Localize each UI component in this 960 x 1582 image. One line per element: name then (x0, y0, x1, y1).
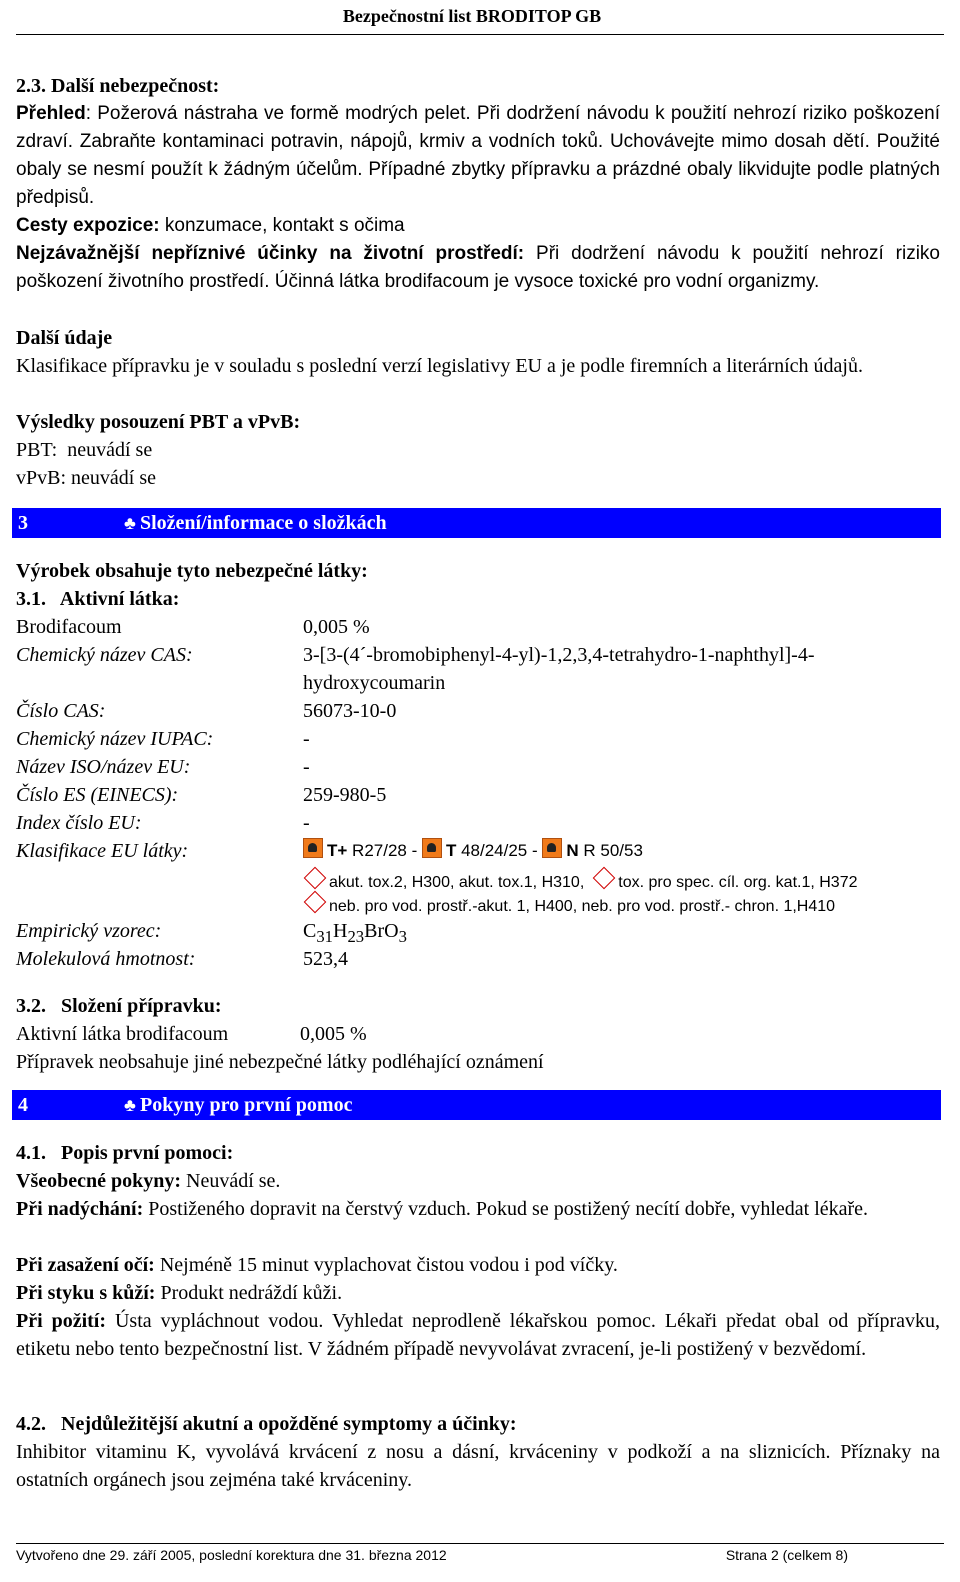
einecs-label: Číslo ES (EINECS): (16, 784, 179, 806)
classification-row (16, 837, 944, 865)
classification-value (303, 837, 943, 865)
formula-o-sub: 3 (398, 927, 407, 946)
formula-row (16, 917, 944, 945)
classification-label: Klasifikace EU látky: (16, 840, 189, 862)
header-rule (16, 34, 944, 35)
ghs-line-2-text: neb. pro vod. prostř.-akut. 1, H400, neb. pro vod. prostř.- chron. 1,H410 (329, 898, 836, 915)
index-value: - (303, 812, 310, 834)
formula-h-sub: 23 (347, 927, 365, 946)
class-r3: R 50/53 (578, 841, 643, 860)
section-4-1-heading: 4.1. Popis první pomoci: (16, 1142, 234, 1164)
health-hazard-ghs-icon (593, 867, 616, 890)
ghs-line-2-content (303, 894, 943, 919)
section-4-bar (12, 1090, 941, 1120)
class-n: N (566, 841, 579, 860)
section-2-3-heading: 2.3. Další nebezpečnost: (16, 75, 220, 97)
s32-row (16, 1020, 944, 1048)
document-footer (16, 1547, 944, 1563)
overview-text: : Požerová nástraha ve formě modrých pelet. Při dodržení návodu k použití nehrozí riziko poškození zdraví. Zabraňte kontaminaci potravin, nápojů, krmiv a vodních toků. Uchovávejte mimo dosah dětí. Použité obaly se nesmí použít k žádným účelům. Případné zbytky přípravku a prázdné obaly likvidujte podle platných předpisů. (16, 103, 940, 208)
mass-value: 523,4 (303, 948, 348, 970)
substance-name: Brodifacoum (16, 616, 122, 638)
substance-row (16, 613, 944, 641)
iso-name-label: Název ISO/název EU: (16, 756, 191, 778)
club-icon-2: ♣ (124, 1095, 136, 1115)
cas-number-row (16, 697, 944, 725)
toxic-pictogram-icon (303, 838, 323, 858)
iso-name-row (16, 753, 944, 781)
env-label: Nejzávažnější nepříznivé účinky na životní prostředí: (16, 243, 525, 264)
ingestion-paragraph (16, 1307, 940, 1363)
skin-text: Produkt nedráždí kůži. (155, 1282, 343, 1304)
cas-number-value: 56073-10-0 (303, 700, 397, 722)
environment-pictogram-icon (542, 838, 562, 858)
formula-rest: BrO (364, 920, 399, 942)
section-3-bar (12, 508, 941, 538)
footer-page-number: Strana 2 (celkem 8) (725, 1547, 848, 1563)
iso-name-value: - (303, 756, 310, 778)
class-t: T (445, 841, 457, 860)
inhalation-text: Postiženého dopravit na čerstvý vzduch. Pokud se postižený necítí dobře, vyhledat lékaře. (143, 1198, 869, 1220)
cas-number-label: Číslo CAS: (16, 700, 106, 722)
more-info-heading: Další údaje (16, 327, 113, 349)
vpvb-line: vPvB: neuvádí se (16, 467, 156, 489)
einecs-value: 259-980-5 (303, 784, 387, 806)
skull-ghs-icon (304, 867, 327, 890)
section-3-2-heading: 3.2. Složení přípravku: (16, 995, 222, 1017)
ghs-line-1a: akut. tox.2, H300, akut. tox.1, H310, (329, 874, 585, 891)
more-info-text: Klasifikace přípravku je v souladu s poslední verzí legislativy EU a je podle firemních a literárních údajů. (16, 355, 863, 377)
formula-c: C (303, 920, 317, 942)
section-3-number: 3 (18, 512, 28, 534)
eyes-text: Nejméně 15 minut vyplachovat čistou vodou i pod víčky. (154, 1254, 618, 1276)
toxic-pictogram-icon-2 (422, 838, 442, 858)
s32-pct: 0,005 % (300, 1023, 367, 1045)
index-row (16, 809, 944, 837)
index-label: Index číslo EU: (16, 812, 142, 834)
ingestion-text: Ústa vypláchnout vodou. Vyhledat neprodleně lékařskou pomoc. Lékaři předat obal od přípravku, etiketu nebo tento bezpečnostní list. V žádném případě nevyvolávat zvracení, je-li postižený v bezvědomí. (16, 1310, 940, 1360)
mass-row (16, 945, 944, 973)
iupac-value: - (303, 728, 310, 750)
exposure-text: konzumace, kontakt s očima (159, 215, 405, 236)
exposure-label: Cesty expozice: (16, 215, 160, 236)
inhalation-paragraph (16, 1195, 940, 1223)
iupac-row (16, 725, 944, 753)
general-text: Neuvádí se. (181, 1170, 281, 1192)
pbt-line: PBT: neuvádí se (16, 439, 153, 461)
ghs-line-1 (16, 870, 944, 894)
ghs-line-2 (16, 894, 944, 918)
section-4-number: 4 (18, 1094, 28, 1116)
einecs-row (16, 781, 944, 809)
overview-label: Přehled (16, 103, 86, 124)
inhalation-label: Při nadýchání: (16, 1198, 144, 1220)
ghs-line-1b: tox. pro spec. cíl. org. kat.1, H372 (618, 874, 858, 891)
exposure-line (16, 212, 940, 240)
env-text: Při dodržení návodu k použití nehrozí riziko poškození životního prostředí. Účinná látka brodifacoum je vysoce toxické pro vodní organizmy. (16, 243, 940, 292)
general-label: Všeobecné pokyny: (16, 1170, 182, 1192)
cas-name-row-cont (16, 669, 944, 697)
pbt-heading: Výsledky posouzení PBT a vPvB: (16, 411, 301, 433)
skin-label: Při styku s kůží: (16, 1282, 156, 1304)
environment-ghs-icon (304, 891, 327, 914)
document-header: Bezpečnostní list BRODITOP GB (342, 6, 602, 26)
formula-h: H (333, 920, 348, 942)
overview-paragraph (16, 100, 940, 212)
mass-label: Molekulová hmotnost: (16, 948, 196, 970)
footer-rule (16, 1543, 944, 1544)
section-3-1-heading: 3.1. Aktivní látka: (16, 588, 180, 610)
skin-line (16, 1279, 940, 1307)
section-4-title: Pokyny pro první pomoc (140, 1094, 353, 1116)
formula-c-sub: 31 (316, 927, 333, 946)
substance-pct: 0,005 % (303, 616, 370, 638)
general-line (16, 1167, 940, 1195)
section-3-title: Složení/informace o složkách (140, 512, 387, 534)
formula-label: Empirický vzorec: (16, 920, 162, 942)
cas-name-label: Chemický název CAS: (16, 644, 193, 666)
ghs-line-1-content (303, 870, 943, 895)
iupac-label: Chemický název IUPAC: (16, 728, 214, 750)
class-t-plus: T+ (327, 841, 348, 860)
section-3-intro: Výrobek obsahuje tyto nebezpečné látky: (16, 560, 368, 582)
eyes-label: Při zasažení očí: (16, 1254, 155, 1276)
eyes-line (16, 1251, 940, 1279)
ingestion-label: Při požití: (16, 1310, 107, 1332)
s32-line: Aktivní látka brodifacoum (16, 1023, 229, 1045)
cas-name-row (16, 641, 944, 669)
cas-name-value-2: hydroxycoumarin (303, 672, 446, 694)
class-r2: 48/24/25 - (456, 841, 543, 860)
club-icon: ♣ (124, 513, 136, 533)
cas-name-value: 3-[3-(4´-bromobiphenyl-4-yl)-1,2,3,4-tetrahydro-1-naphthyl]-4- (303, 644, 815, 666)
footer-created: Vytvořeno dne 29. září 2005, poslední korektura dne 31. března 2012 (16, 1547, 447, 1563)
class-r1: R27/28 - (347, 841, 422, 860)
env-paragraph (16, 240, 940, 296)
section-4-2-heading: 4.2. Nejdůležitější akutní a opožděné symptomy a účinky: (16, 1413, 517, 1435)
s32-note: Přípravek neobsahuje jiné nebezpečné látky podléhající oznámení (16, 1051, 544, 1073)
symptoms-paragraph: Inhibitor vitaminu K, vyvolává krvácení z nosu a dásní, krváceniny v podkoží a na sliznicích. Příznaky na ostatních orgánech jsou zejména také krváceniny. (16, 1441, 940, 1491)
